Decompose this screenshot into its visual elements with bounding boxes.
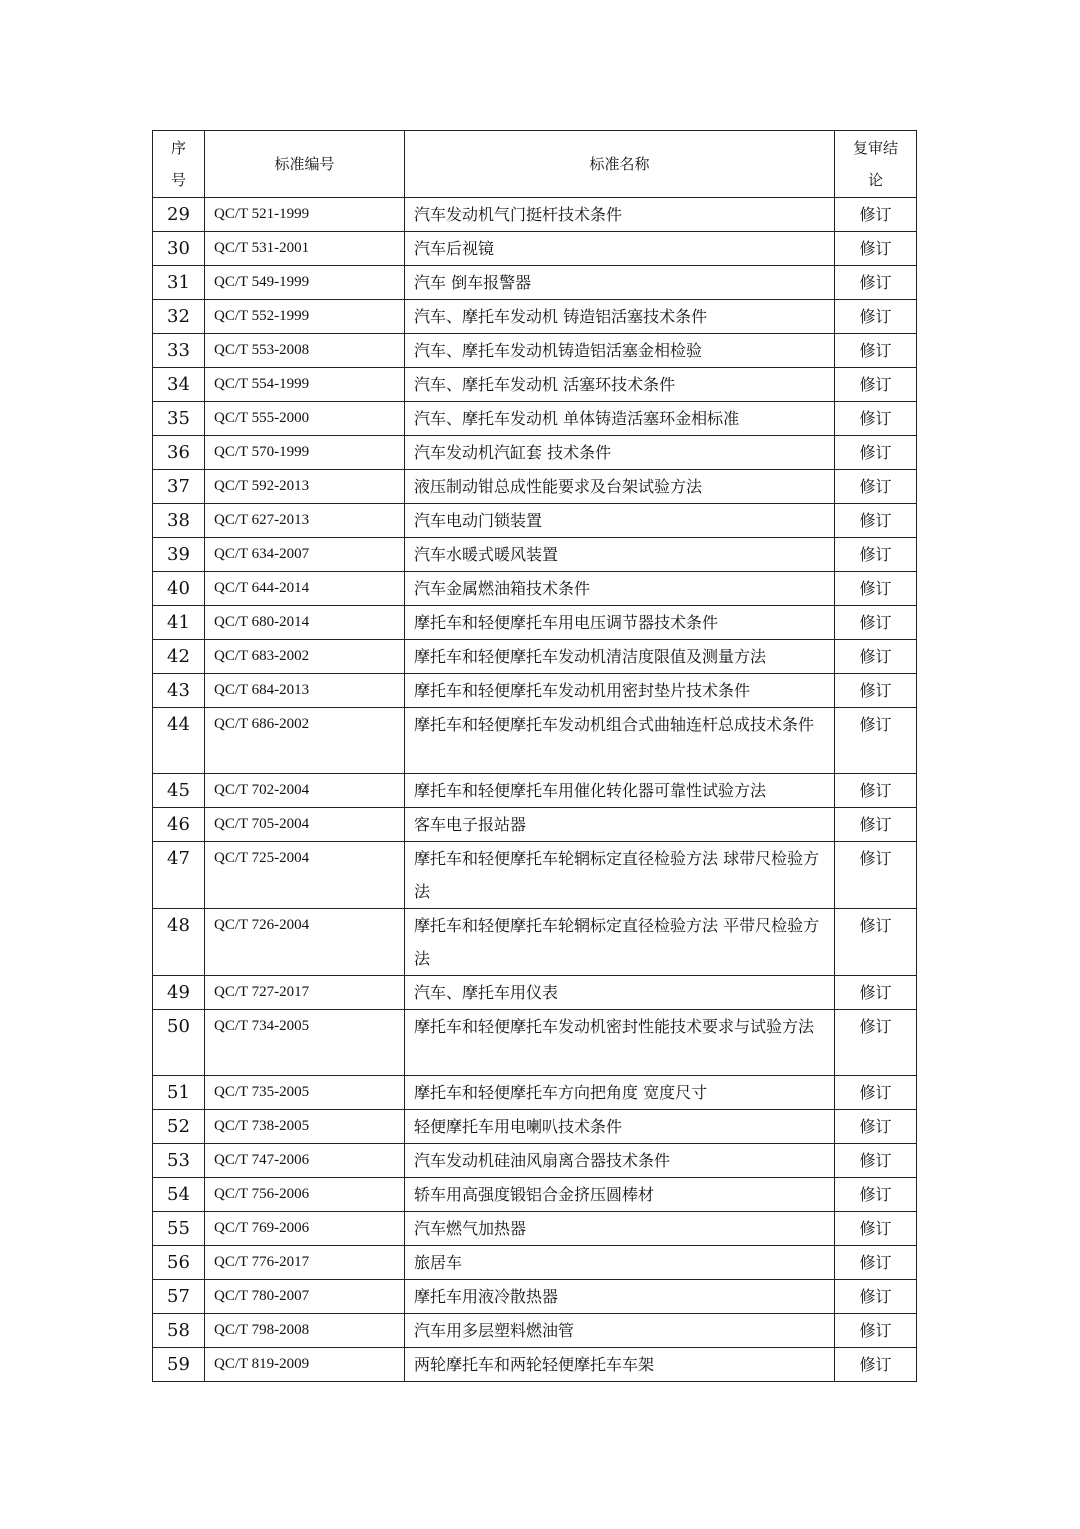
- table-row: [153, 774, 917, 808]
- table-row: [153, 842, 917, 909]
- review-result: 修订: [835, 1314, 917, 1348]
- review-result: 修订: [835, 1348, 917, 1382]
- row-number: 41: [153, 606, 205, 640]
- standard-name: 客车电子报站器: [405, 808, 835, 842]
- table-row: [153, 538, 917, 572]
- row-number: 33: [153, 334, 205, 368]
- row-number: 34: [153, 368, 205, 402]
- row-number: 32: [153, 300, 205, 334]
- standard-name: 汽车、摩托车发动机 活塞环技术条件: [405, 368, 835, 402]
- standard-code: QC/T 549-1999: [205, 266, 405, 300]
- review-result: 修订: [835, 1110, 917, 1144]
- standard-name: 摩托车和轻便摩托车发动机密封性能技术要求与试验方法: [405, 1010, 835, 1076]
- row-number: 56: [153, 1246, 205, 1280]
- standard-code: QC/T 680-2014: [205, 606, 405, 640]
- table-row: [153, 606, 917, 640]
- standard-code: QC/T 627-2013: [205, 504, 405, 538]
- standard-code: QC/T 756-2006: [205, 1178, 405, 1212]
- row-number: 42: [153, 640, 205, 674]
- table-row: [153, 1178, 917, 1212]
- standard-code: QC/T 554-1999: [205, 368, 405, 402]
- header-seq: [153, 131, 205, 198]
- standard-name: 旅居车: [405, 1246, 835, 1280]
- standard-name: 汽车用多层塑料燃油管: [405, 1314, 835, 1348]
- table-row: [153, 1280, 917, 1314]
- row-number: 36: [153, 436, 205, 470]
- row-number: 38: [153, 504, 205, 538]
- standard-code: QC/T 521-1999: [205, 198, 405, 232]
- row-number: 39: [153, 538, 205, 572]
- row-number: 43: [153, 674, 205, 708]
- row-number: 44: [153, 708, 205, 774]
- table-row: [153, 300, 917, 334]
- review-result: 修订: [835, 1246, 917, 1280]
- review-result: 修订: [835, 1178, 917, 1212]
- table-row: [153, 1348, 917, 1382]
- standard-name: 两轮摩托车和两轮轻便摩托车车架: [405, 1348, 835, 1382]
- standard-code: QC/T 553-2008: [205, 334, 405, 368]
- standards-table: [152, 130, 917, 1382]
- standard-code: QC/T 555-2000: [205, 402, 405, 436]
- standard-name: 汽车、摩托车发动机铸造铝活塞金相检验: [405, 334, 835, 368]
- standard-name: 摩托车和轻便摩托车发动机清洁度限值及测量方法: [405, 640, 835, 674]
- row-number: 50: [153, 1010, 205, 1076]
- standard-name: 汽车、摩托车用仪表: [405, 976, 835, 1010]
- review-result: 修订: [835, 708, 917, 774]
- standard-code: QC/T 531-2001: [205, 232, 405, 266]
- review-result: 修订: [835, 538, 917, 572]
- standard-name: 汽车、摩托车发动机 铸造铝活塞技术条件: [405, 300, 835, 334]
- row-number: 46: [153, 808, 205, 842]
- table-row: [153, 808, 917, 842]
- table-row: [153, 368, 917, 402]
- review-result: 修订: [835, 232, 917, 266]
- row-number: 58: [153, 1314, 205, 1348]
- table-row: [153, 470, 917, 504]
- row-number: 51: [153, 1076, 205, 1110]
- review-result: 修订: [835, 1280, 917, 1314]
- table-row: [153, 1314, 917, 1348]
- row-number: 31: [153, 266, 205, 300]
- document-page: [152, 130, 917, 1382]
- standard-name: 汽车 倒车报警器: [405, 266, 835, 300]
- review-result: 修订: [835, 1212, 917, 1246]
- table-row: [153, 334, 917, 368]
- table-row: [153, 909, 917, 976]
- standard-name: 汽车发动机汽缸套 技术条件: [405, 436, 835, 470]
- header-code: 标准编号: [205, 131, 405, 198]
- row-number: 48: [153, 909, 205, 976]
- review-result: 修订: [835, 334, 917, 368]
- standard-name: 摩托车和轻便摩托车发动机用密封垫片技术条件: [405, 674, 835, 708]
- review-result: 修订: [835, 198, 917, 232]
- standard-name: 汽车电动门锁装置: [405, 504, 835, 538]
- review-result: 修订: [835, 640, 917, 674]
- standard-code: QC/T 570-1999: [205, 436, 405, 470]
- table-row: [153, 674, 917, 708]
- standard-code: QC/T 735-2005: [205, 1076, 405, 1110]
- review-result: 修订: [835, 266, 917, 300]
- standard-name: 汽车水暖式暖风装置: [405, 538, 835, 572]
- standard-name: 汽车发动机气门挺杆技术条件: [405, 198, 835, 232]
- review-result: 修订: [835, 1010, 917, 1076]
- standard-name: 轻便摩托车用电喇叭技术条件: [405, 1110, 835, 1144]
- standard-code: QC/T 798-2008: [205, 1314, 405, 1348]
- standard-code: QC/T 776-2017: [205, 1246, 405, 1280]
- standard-code: QC/T 727-2017: [205, 976, 405, 1010]
- table-row: [153, 266, 917, 300]
- table-row: [153, 198, 917, 232]
- standard-name: 摩托车和轻便摩托车用电压调节器技术条件: [405, 606, 835, 640]
- standard-name: 摩托车和轻便摩托车用催化转化器可靠性试验方法: [405, 774, 835, 808]
- review-result: 修订: [835, 674, 917, 708]
- standard-code: QC/T 819-2009: [205, 1348, 405, 1382]
- row-number: 57: [153, 1280, 205, 1314]
- table-row: [153, 402, 917, 436]
- row-number: 47: [153, 842, 205, 909]
- standard-code: QC/T 769-2006: [205, 1212, 405, 1246]
- row-number: 52: [153, 1110, 205, 1144]
- standard-code: QC/T 725-2004: [205, 842, 405, 909]
- table-row: [153, 572, 917, 606]
- standard-code: QC/T 644-2014: [205, 572, 405, 606]
- table-row: [153, 976, 917, 1010]
- review-result: 修订: [835, 300, 917, 334]
- row-number: 53: [153, 1144, 205, 1178]
- review-result: 修订: [835, 1144, 917, 1178]
- table-row: [153, 1076, 917, 1110]
- standard-name: 摩托车用液冷散热器: [405, 1280, 835, 1314]
- standard-name: 摩托车和轻便摩托车方向把角度 宽度尺寸: [405, 1076, 835, 1110]
- standard-code: QC/T 726-2004: [205, 909, 405, 976]
- row-number: 55: [153, 1212, 205, 1246]
- standard-name: 汽车发动机硅油风扇离合器技术条件: [405, 1144, 835, 1178]
- table-row: [153, 1110, 917, 1144]
- table-row: [153, 1246, 917, 1280]
- standard-name: 轿车用高强度锻铝合金挤压圆棒材: [405, 1178, 835, 1212]
- standard-code: QC/T 634-2007: [205, 538, 405, 572]
- standard-code: QC/T 592-2013: [205, 470, 405, 504]
- header-seq-line2: 号: [170, 171, 186, 189]
- standard-code: QC/T 552-1999: [205, 300, 405, 334]
- standard-code: QC/T 702-2004: [205, 774, 405, 808]
- standard-name: 液压制动钳总成性能要求及台架试验方法: [405, 470, 835, 504]
- table-header-row: [153, 131, 917, 198]
- row-number: 30: [153, 232, 205, 266]
- review-result: 修订: [835, 436, 917, 470]
- review-result: 修订: [835, 402, 917, 436]
- standard-name: 汽车燃气加热器: [405, 1212, 835, 1246]
- table-row: [153, 1212, 917, 1246]
- table-row: [153, 640, 917, 674]
- standard-code: QC/T 780-2007: [205, 1280, 405, 1314]
- row-number: 59: [153, 1348, 205, 1382]
- standard-name: 汽车后视镜: [405, 232, 835, 266]
- header-name: 标准名称: [405, 131, 835, 198]
- standard-code: QC/T 747-2006: [205, 1144, 405, 1178]
- row-number: 45: [153, 774, 205, 808]
- review-result: 修订: [835, 1076, 917, 1110]
- standard-code: QC/T 734-2005: [205, 1010, 405, 1076]
- row-number: 54: [153, 1178, 205, 1212]
- standard-name: 摩托车和轻便摩托车发动机组合式曲轴连杆总成技术条件: [405, 708, 835, 774]
- review-result: 修订: [835, 909, 917, 976]
- row-number: 37: [153, 470, 205, 504]
- review-result: 修订: [835, 842, 917, 909]
- review-result: 修订: [835, 368, 917, 402]
- table-row: [153, 708, 917, 774]
- table-row: [153, 1010, 917, 1076]
- review-result: 修订: [835, 976, 917, 1010]
- review-result: 修订: [835, 504, 917, 538]
- header-result-line1: 复审结: [852, 139, 898, 157]
- review-result: 修订: [835, 470, 917, 504]
- review-result: 修订: [835, 572, 917, 606]
- row-number: 40: [153, 572, 205, 606]
- header-seq-line1: 序: [170, 139, 186, 157]
- standard-code: QC/T 705-2004: [205, 808, 405, 842]
- standard-code: QC/T 684-2013: [205, 674, 405, 708]
- header-result: [835, 131, 917, 198]
- table-row: [153, 232, 917, 266]
- table-row: [153, 436, 917, 470]
- standard-name: 汽车金属燃油箱技术条件: [405, 572, 835, 606]
- row-number: 35: [153, 402, 205, 436]
- review-result: 修订: [835, 606, 917, 640]
- standard-name: 汽车、摩托车发动机 单体铸造活塞环金相标准: [405, 402, 835, 436]
- row-number: 29: [153, 198, 205, 232]
- review-result: 修订: [835, 774, 917, 808]
- review-result: 修订: [835, 808, 917, 842]
- header-result-line2: 论: [867, 171, 883, 189]
- row-number: 49: [153, 976, 205, 1010]
- standard-code: QC/T 683-2002: [205, 640, 405, 674]
- standard-code: QC/T 686-2002: [205, 708, 405, 774]
- table-row: [153, 1144, 917, 1178]
- standard-name: 摩托车和轻便摩托车轮辋标定直径检验方法 球带尺检验方法: [405, 842, 835, 909]
- standard-name: 摩托车和轻便摩托车轮辋标定直径检验方法 平带尺检验方法: [405, 909, 835, 976]
- standard-code: QC/T 738-2005: [205, 1110, 405, 1144]
- table-row: [153, 504, 917, 538]
